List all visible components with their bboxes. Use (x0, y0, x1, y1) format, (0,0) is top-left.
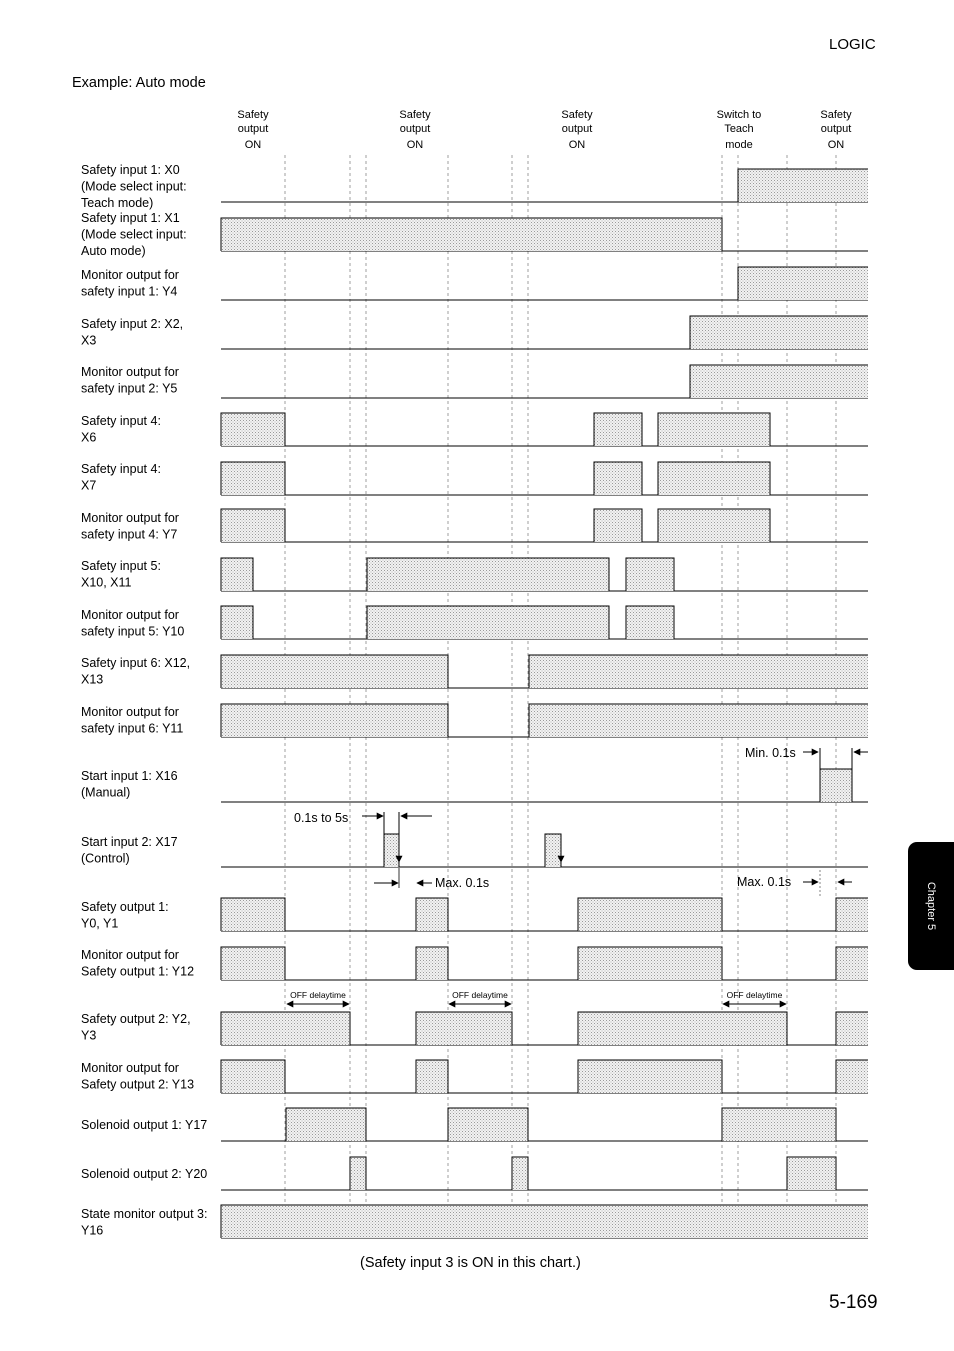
signal-label (81, 1167, 207, 1181)
signal-label-line: X7 (81, 478, 97, 493)
signal-label-line: (Mode select input: (81, 179, 187, 194)
signal-label-line: Y16 (81, 1223, 104, 1238)
signal-high-pulse (836, 898, 868, 931)
signal-high-pulse (221, 606, 253, 639)
off-delay-label: OFF delaytime (452, 990, 508, 1000)
signal-label (81, 1012, 191, 1043)
column-header-line: ON (827, 139, 845, 151)
signal-label (81, 769, 178, 800)
signal-row-1 (81, 211, 868, 258)
signal-high-pulse (221, 947, 285, 980)
signal-label (81, 414, 161, 445)
signal-label-line: Y0, Y1 (81, 916, 119, 931)
signal-label-line: safety input 6: Y11 (81, 721, 184, 736)
column-header-line: Safety (561, 109, 593, 121)
signal-high-pulse (594, 413, 642, 446)
signal-label (81, 1207, 207, 1238)
signal-label (81, 511, 179, 542)
chapter-tab-label: Chapter 5 (925, 881, 937, 931)
signal-high-pulse (221, 898, 285, 931)
signal-label-line: State monitor output 3: (81, 1207, 208, 1221)
max-right-label: Max. 0.1s (737, 875, 792, 889)
section-header: LOGIC (829, 36, 876, 53)
signal-row-8 (81, 558, 868, 591)
signal-high-pulse (836, 1012, 868, 1045)
min-right-label: Min. 0.1s (745, 746, 796, 760)
signal-label-line: Solenoid output 1: Y17 (81, 1118, 208, 1132)
column-header-line: Teach (724, 123, 754, 135)
signal-label-line: X3 (81, 333, 97, 348)
signal-high-pulse (690, 365, 868, 398)
column-header-line: output (399, 123, 431, 135)
signal-high-pulse (512, 1157, 528, 1190)
column-header-line: output (820, 123, 852, 135)
signal-high-pulse (416, 1012, 512, 1045)
signal-high-pulse (658, 509, 770, 542)
column-header-2 (561, 109, 593, 151)
signal-row-17 (81, 1060, 868, 1093)
signal-label-line: Monitor output for (81, 1061, 179, 1075)
signal-row-20 (81, 1205, 868, 1238)
signal-high-pulse (384, 834, 399, 867)
signal-label-line: Start input 1: X16 (81, 769, 178, 783)
signal-high-pulse (221, 704, 448, 737)
signal-row-13 (81, 834, 868, 867)
off-delay-label: OFF delaytime (726, 990, 783, 1000)
signal-label (81, 559, 161, 590)
signal-label (81, 1061, 194, 1092)
off-delay-label: OFF delaytime (290, 990, 346, 1000)
column-header-line: output (561, 123, 593, 135)
column-header-1 (399, 109, 431, 151)
signal-label (81, 268, 179, 299)
max-left-label: Max. 0.1s (435, 876, 490, 890)
signal-label (81, 608, 184, 639)
signal-label-line: safety input 4: Y7 (81, 527, 178, 542)
signal-high-pulse (578, 1012, 787, 1045)
signal-label (81, 317, 183, 348)
column-header-line: Safety (237, 109, 269, 121)
signal-label-line: Monitor output for (81, 365, 179, 379)
signal-high-pulse (594, 509, 642, 542)
signal-label-line: Safety output 2: Y2, (81, 1012, 191, 1026)
column-header-line: output (237, 123, 269, 135)
pulse-width-label: 0.1s to 5s (294, 811, 349, 825)
column-header-0 (237, 109, 269, 151)
signal-label-line: Safety input 5: (81, 559, 161, 573)
signal-row-4 (81, 365, 868, 398)
signal-label-line: Teach mode) (81, 196, 154, 210)
signal-label-line: Safety input 1: X1 (81, 211, 180, 225)
signal-label (81, 900, 169, 931)
signal-high-pulse (722, 1108, 836, 1141)
signal-high-pulse (738, 169, 868, 202)
signal-high-pulse (367, 558, 609, 591)
signal-row-7 (81, 509, 868, 542)
signal-row-12 (81, 769, 868, 802)
signal-label-line: X6 (81, 430, 97, 445)
signal-high-pulse (836, 1060, 868, 1093)
signal-high-pulse (626, 558, 674, 591)
signal-row-18 (81, 1108, 868, 1141)
signal-label-line: Start input 2: X17 (81, 835, 178, 849)
signal-high-pulse (350, 1157, 366, 1190)
signal-label (81, 1118, 207, 1132)
column-header-line: Safety (399, 109, 431, 121)
column-header-line: ON (406, 139, 424, 151)
signal-high-pulse (658, 413, 770, 446)
signal-row-14 (81, 898, 868, 931)
signal-label (81, 948, 194, 979)
example-title: Example: Auto mode (72, 75, 206, 91)
signal-label (81, 705, 183, 736)
signal-high-pulse (578, 947, 722, 980)
signal-row-5 (81, 413, 868, 446)
footnote: (Safety input 3 is ON in this chart.) (360, 1255, 581, 1271)
off-delay-2 (723, 990, 786, 1004)
signal-high-pulse (820, 769, 852, 802)
column-header-line: Safety (820, 109, 852, 121)
signal-label-line: Safety input 4: (81, 414, 161, 428)
signal-row-6 (81, 462, 868, 495)
signal-label-line: Monitor output for (81, 511, 179, 525)
signal-label (81, 462, 161, 493)
signal-label-line: Y3 (81, 1028, 97, 1043)
signal-label (81, 835, 178, 866)
signal-label-line: X13 (81, 672, 104, 687)
signal-label-line: Safety output 2: Y13 (81, 1077, 195, 1092)
signal-label-line: safety input 5: Y10 (81, 624, 185, 639)
signal-row-0 (81, 163, 868, 210)
signal-high-pulse (221, 462, 285, 495)
signal-high-pulse (594, 462, 642, 495)
signal-label-line: Auto mode) (81, 244, 146, 258)
signal-high-pulse (221, 509, 285, 542)
signal-label-line: Safety input 4: (81, 462, 161, 476)
signal-high-pulse (416, 947, 448, 980)
signal-label-line: Safety input 1: X0 (81, 163, 180, 177)
signal-high-pulse (529, 655, 868, 688)
signal-high-pulse (416, 898, 448, 931)
chapter-tab (908, 842, 954, 970)
signal-label-line: Safety output 1: (81, 900, 169, 914)
off-delay-1 (449, 990, 511, 1004)
signal-high-pulse (221, 558, 253, 591)
signal-high-pulse (221, 413, 285, 446)
signal-high-pulse (286, 1108, 366, 1141)
column-header-line: Switch to (716, 109, 762, 121)
signal-high-pulse (738, 267, 868, 300)
signal-high-pulse (416, 1060, 448, 1093)
signal-label-line: Safety input 2: X2, (81, 317, 184, 331)
signal-row-19 (81, 1157, 868, 1190)
page-number: 5-169 (829, 1292, 878, 1313)
signal-label-line: Solenoid output 2: Y20 (81, 1167, 208, 1181)
signal-row-15 (81, 947, 868, 980)
signal-label-line: Safety input 6: X12, (81, 656, 191, 670)
signal-label-line: (Control) (81, 851, 130, 866)
signal-high-pulse (626, 606, 674, 639)
signal-label (81, 365, 179, 396)
signal-high-pulse (787, 1157, 836, 1190)
signal-label-line: Monitor output for (81, 948, 179, 962)
signal-high-pulse (367, 606, 609, 639)
signal-row-16 (81, 1012, 868, 1045)
signal-high-pulse (578, 898, 722, 931)
column-header-4 (820, 109, 852, 151)
signal-high-pulse (221, 1205, 868, 1238)
signal-high-pulse (690, 316, 868, 349)
signal-row-10 (81, 655, 868, 688)
signal-high-pulse (448, 1108, 528, 1141)
signal-high-pulse (529, 704, 868, 737)
column-header-line: ON (568, 139, 586, 151)
signal-row-3 (81, 316, 868, 349)
signal-rows (81, 163, 868, 1238)
signal-high-pulse (545, 834, 561, 867)
off-delay-0 (287, 990, 349, 1004)
signal-label (81, 656, 190, 687)
signal-row-11 (81, 704, 868, 737)
signal-label-line: (Manual) (81, 785, 131, 800)
signal-label (81, 211, 187, 258)
signal-label-line: safety input 1: Y4 (81, 284, 178, 299)
signal-label-line: safety input 2: Y5 (81, 381, 178, 396)
signal-high-pulse (221, 1012, 350, 1045)
column-headers (237, 109, 852, 151)
signal-label-line: Safety output 1: Y12 (81, 964, 195, 979)
column-header-line: mode (725, 139, 753, 151)
signal-label-line: Monitor output for (81, 705, 179, 719)
signal-high-pulse (221, 1060, 285, 1093)
signal-label-line: Monitor output for (81, 268, 179, 282)
signal-label-line: (Mode select input: (81, 227, 187, 242)
signal-high-pulse (221, 218, 722, 251)
signal-label-line: Monitor output for (81, 608, 179, 622)
signal-row-9 (81, 606, 868, 639)
signal-row-2 (81, 267, 868, 300)
column-header-3 (717, 109, 762, 151)
signal-high-pulse (836, 947, 868, 980)
signal-high-pulse (578, 1060, 722, 1093)
signal-high-pulse (658, 462, 770, 495)
signal-label (81, 163, 187, 210)
signal-high-pulse (221, 655, 448, 688)
column-header-line: ON (244, 139, 262, 151)
signal-label-line: X10, X11 (81, 575, 132, 590)
